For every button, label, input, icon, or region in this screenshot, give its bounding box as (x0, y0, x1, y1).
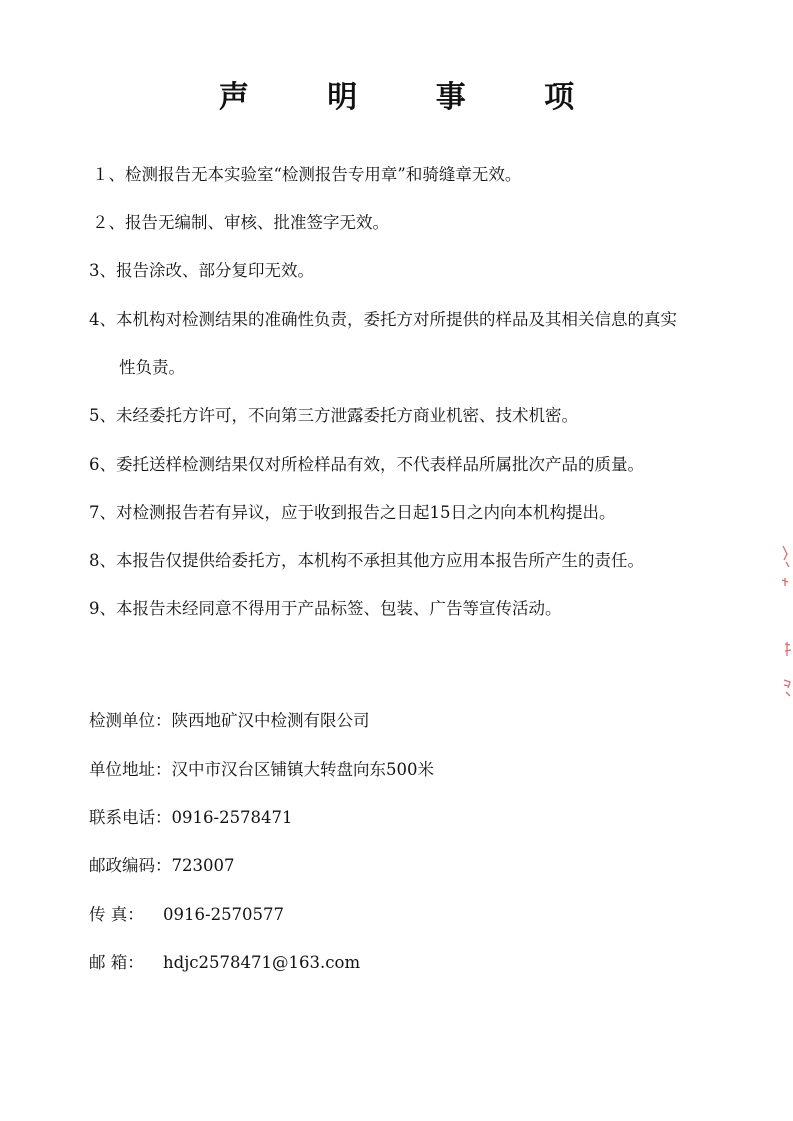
postcode-label: 邮政编码： (89, 856, 172, 875)
clause-7: 7、对检测报告若有异议，应于收到报告之日起15日之内向本机构提出。 (89, 503, 616, 522)
clause-1: １、检测报告无本实验室“检测报告专用章”和骑缝章无效。 (92, 165, 522, 184)
clause-8: 8、本报告仅提供给委托方，本机构不承担其他方应用本报告所产生的责任。 (89, 551, 644, 570)
clause-6: 6、委托送样检测结果仅对所检样品有效，不代表样品所属批次产品的质量。 (89, 455, 644, 474)
seal-fragment-icon (777, 540, 793, 710)
page-title: 声 明 事 项 (218, 80, 609, 115)
address-row (89, 758, 434, 782)
fax-value: 0916-2570577 (163, 905, 285, 924)
phone-label: 联系电话： (89, 808, 172, 827)
clause-4: 4、本机构对检测结果的准确性负责，委托方对所提供的样品及其相关信息的真实 (89, 310, 677, 329)
phone-row (89, 806, 293, 830)
phone-value: 0916-2578471 (171, 808, 293, 827)
fax-label: 传 真： (89, 905, 144, 924)
testing-unit-label: 检测单位： (89, 711, 172, 730)
postcode-value: 723007 (171, 856, 235, 875)
clause-5: 5、未经委托方许可，不向第三方泄露委托方商业机密、技术机密。 (89, 406, 578, 425)
fax-row (89, 903, 284, 927)
clause-3: 3、报告涂改、部分复印无效。 (89, 261, 314, 280)
email-row (89, 951, 360, 975)
clause-9: 9、本报告未经同意不得用于产品标签、包装、广告等宣传活动。 (89, 599, 562, 618)
clause-4-continuation: 性负责。 (119, 358, 185, 377)
testing-unit-value: 陕西地矿汉中检测有限公司 (171, 711, 370, 730)
clause-2: ２、报告无编制、审核、批准签字无效。 (92, 213, 389, 232)
email-label: 邮 箱： (89, 953, 144, 972)
postcode-row (89, 854, 235, 878)
address-value: 汉中市汉台区铺镇大转盘向东500米 (171, 760, 434, 779)
testing-unit-row (89, 709, 370, 733)
address-label: 单位地址： (89, 760, 172, 779)
email-value: hdjc2578471@163.com (163, 953, 361, 972)
